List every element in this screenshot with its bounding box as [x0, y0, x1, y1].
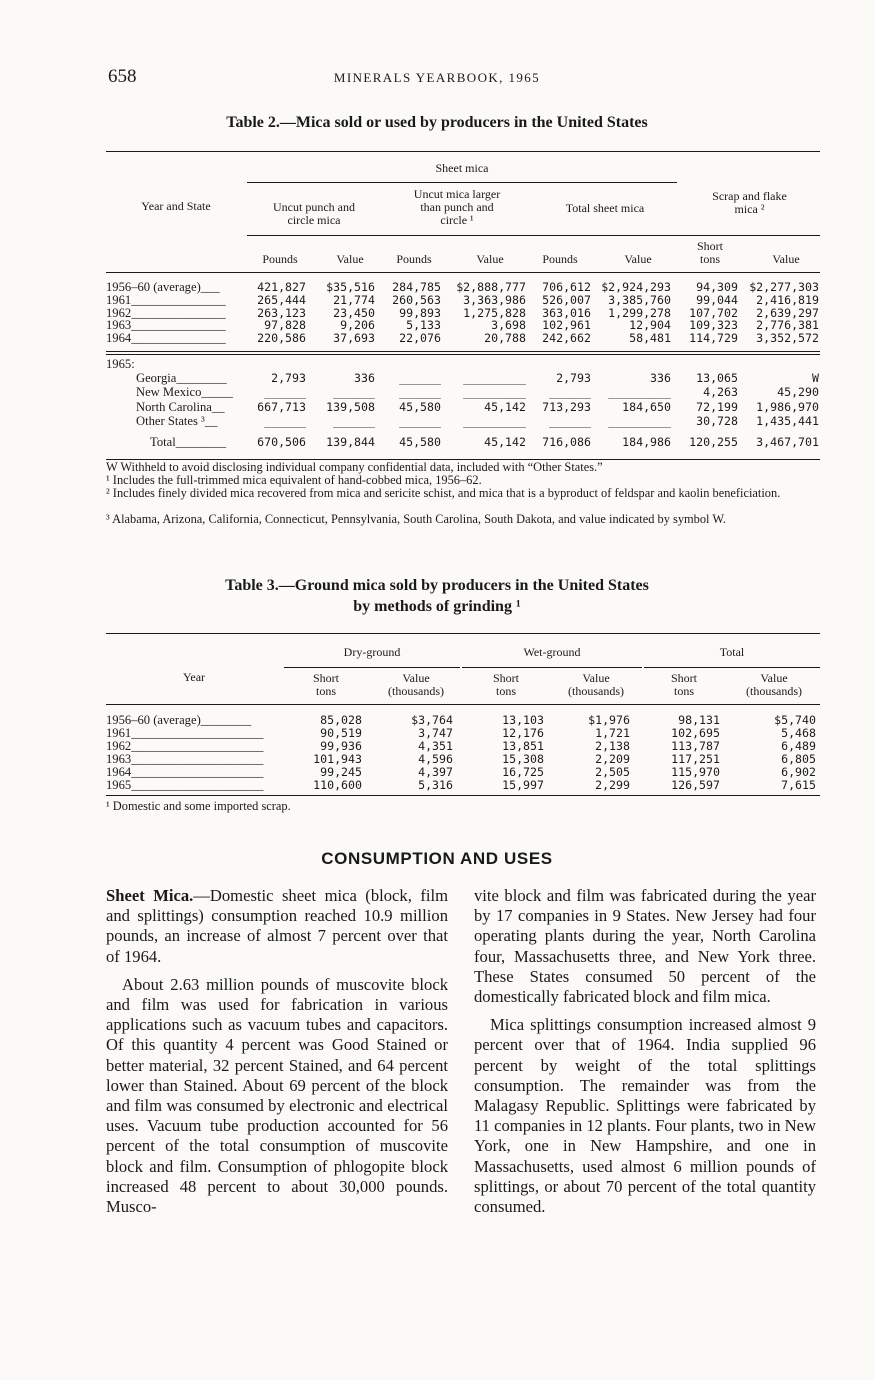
uncut-larger-pounds-cell: ______ — [399, 371, 441, 385]
section-heading: CONSUMPTION AND USES — [321, 849, 553, 868]
wet-value-cell: 1,721 — [595, 725, 630, 740]
table2-sheet-mica-rule — [247, 182, 677, 183]
wet-short-tons-cell: 15,997 — [502, 777, 544, 792]
total-short-tons-cell: 98,131 — [678, 713, 720, 727]
table2-year-1965-label: 1965: — [106, 357, 135, 371]
year-cell: 1964_______________ — [106, 332, 226, 346]
scrap-short-tons-cell: 4,263 — [703, 385, 738, 400]
year-cell: 1961_______________ — [106, 293, 226, 307]
dry-value-cell: 3,747 — [418, 725, 453, 740]
uncut-punch-pounds-cell: 97,828 — [264, 318, 306, 333]
table3-h-wet-tons: Short tons — [492, 671, 519, 698]
table2-note-w: W Withheld to avoid disclosing individual company confidential data, included with “Other States.” — [106, 460, 603, 474]
uncut-larger-value-cell: 20,788 — [484, 331, 526, 346]
right-paragraph-1: vite block and film was fabricated during the year by 17 companies in 9 States. New Jersey had four operating plants during the year, North Carolina four, Massachusetts three, and New York three. These States consumed 50 percent of the domestically fabricated block and film mica. — [474, 886, 816, 1007]
total-sheet-pounds-cell: 102,961 — [542, 318, 591, 333]
table-row — [0, 740, 874, 753]
state-cell: Other States ³__ — [136, 415, 218, 429]
table3-h-wet-value: Value (thousands) — [568, 671, 624, 698]
uncut-larger-value-cell: _________ — [463, 385, 526, 400]
table2-h-short-tons: Short tons — [696, 239, 723, 266]
wet-value-cell: 2,505 — [595, 764, 630, 779]
scrap-short-tons-cell: 114,729 — [689, 331, 738, 346]
total-sheet-value-cell: 336 — [650, 371, 671, 385]
year-cell: 1956–60 (average)___ — [106, 281, 220, 294]
total-sheet-pounds-cell: 242,662 — [542, 331, 591, 346]
table-row — [0, 727, 874, 740]
uncut-larger-pounds-cell: 260,563 — [392, 292, 441, 307]
year-cell: 1962_______________ — [106, 306, 226, 320]
table-row — [0, 372, 874, 385]
table3-total-header: Total — [719, 645, 745, 659]
year-cell: 1965_____________________ — [106, 778, 264, 792]
total-value-cell: 5,468 — [781, 725, 816, 740]
total-sheet-pounds-cell: 2,793 — [556, 371, 591, 385]
table2-total-row — [0, 436, 874, 449]
table-row — [0, 766, 874, 779]
scrap-short-tons-cell: 30,728 — [696, 414, 738, 429]
year-cell: 1963_____________________ — [106, 752, 264, 766]
total-value-cell: 6,902 — [781, 764, 816, 779]
scrap-value-cell: 3,467,701 — [756, 435, 819, 449]
uncut-punch-pounds-cell: 421,827 — [257, 280, 306, 294]
scrap-value-cell: 1,986,970 — [756, 399, 819, 414]
total-sheet-value-cell: 184,650 — [622, 399, 671, 414]
table2-subheader-rule — [247, 235, 820, 236]
table3-h-dry-tons: Short tons — [312, 671, 339, 698]
uncut-punch-value-cell: ______ — [333, 385, 375, 400]
state-cell: Georgia________ — [136, 372, 227, 385]
table2-title: Table 2.—Mica sold or used by producers in the United States — [226, 114, 648, 131]
table3-note: ¹ Domestic and some imported scrap. — [106, 799, 291, 813]
wet-value-cell: 2,209 — [595, 751, 630, 766]
dry-short-tons-cell: 110,600 — [313, 777, 362, 792]
page-number: 658 — [108, 66, 137, 87]
left-paragraph-2: About 2.63 million pounds of muscovite block and film was used for fabrication in various applications such as vacuum tubes and capacitors. Of this quantity 4 percent was Good Stained or better material, 32 percent Stained, and 64 percent lower than Stained. About 69 percent of the block and film was consumed by electronic and electrical uses. Vacuum tube production accounted for 56 percent of the total consumption of muscovite block and film. Consumption of phlogopite block increased 48 percent to about 30,000 pounds. Musco- — [106, 974, 448, 1217]
total-short-tons-cell: 113,787 — [671, 738, 720, 753]
uncut-larger-value-cell: _________ — [463, 371, 526, 385]
dry-short-tons-cell: 85,028 — [320, 713, 362, 727]
left-column — [106, 886, 448, 1225]
table2-h-pounds-3: Pounds — [542, 252, 578, 266]
table2-h-value-1: Value — [336, 252, 364, 266]
year-cell: 1964_____________________ — [106, 765, 264, 779]
dry-short-tons-cell: 90,519 — [320, 725, 362, 740]
table-row — [0, 332, 874, 345]
total-value-cell: 7,615 — [781, 777, 816, 792]
uncut-larger-pounds-cell: ______ — [399, 414, 441, 429]
table2-uncut-larger-header: Uncut mica larger than punch and circle ¹ — [413, 187, 501, 227]
total-value-cell: 6,805 — [781, 751, 816, 766]
table2-sheet-mica-header: Sheet mica — [435, 161, 489, 175]
total-value-cell: 6,489 — [781, 738, 816, 753]
total-short-tons-cell: 115,970 — [671, 764, 720, 779]
table3-top-rule — [106, 633, 820, 634]
uncut-larger-value-cell: 3,363,986 — [463, 292, 526, 307]
table3-header-bottom-rule — [106, 704, 820, 705]
uncut-punch-value-cell: 21,774 — [333, 292, 375, 307]
state-cell: New Mexico_____ — [136, 386, 233, 400]
table-row — [0, 415, 874, 428]
total-sheet-value-cell: 1,299,278 — [608, 305, 671, 320]
table2-mid-rule-a — [106, 351, 820, 352]
uncut-punch-pounds-cell: ______ — [264, 385, 306, 400]
uncut-punch-value-cell: 139,844 — [326, 435, 375, 449]
scrap-value-cell: 45,290 — [777, 385, 819, 400]
table2-h-pounds-2: Pounds — [396, 252, 432, 266]
scrap-short-tons-cell: 94,309 — [696, 280, 738, 294]
wet-value-cell: 2,138 — [595, 738, 630, 753]
scrap-value-cell: 3,352,572 — [756, 331, 819, 346]
left-paragraph-1: Sheet Mica.—Domestic sheet mica (block, film and splittings) consumption reached 10.9 million pounds, an increase of almost 7 percent over that of 1964. — [106, 886, 448, 966]
total-sheet-pounds-cell: 363,016 — [542, 305, 591, 320]
table2-mid-rule-b — [106, 354, 820, 355]
table3-h-total-tons: Short tons — [670, 671, 697, 698]
uncut-punch-pounds-cell: 667,713 — [257, 399, 306, 414]
right-column — [474, 886, 816, 1225]
scrap-value-cell: $2,277,303 — [749, 280, 819, 294]
table3-wet-header: Wet-ground — [523, 645, 581, 659]
table3-h-total-value: Value (thousands) — [746, 671, 802, 698]
uncut-punch-value-cell: 336 — [354, 371, 375, 385]
table3-dry-rule — [284, 667, 460, 668]
total-sheet-pounds-cell: ______ — [549, 414, 591, 429]
table2-uncut-punch-header: Uncut punch and circle mica — [273, 200, 355, 227]
table3-wet-rule — [462, 667, 642, 668]
uncut-punch-value-cell: $35,516 — [326, 280, 375, 294]
table2-note-1: ¹ Includes the full-trimmed mica equivalent of hand-cobbed mica, 1956–62. — [106, 473, 482, 487]
uncut-punch-pounds-cell: ______ — [264, 414, 306, 429]
total-sheet-value-cell: _________ — [608, 385, 671, 400]
wet-short-tons-cell: 16,725 — [502, 764, 544, 779]
table-row — [0, 753, 874, 766]
uncut-punch-pounds-cell: 263,123 — [257, 305, 306, 320]
uncut-punch-value-cell: 139,508 — [326, 399, 375, 414]
table2-h-value-2: Value — [476, 252, 504, 266]
year-cell: 1956–60 (average)________ — [106, 714, 252, 727]
table3-title-line2: by methods of grinding ¹ — [353, 598, 521, 615]
table3-title-line1: Table 3.—Ground mica sold by producers in the United States — [225, 577, 649, 594]
year-cell: 1963_______________ — [106, 319, 226, 333]
uncut-larger-value-cell: 1,275,828 — [463, 305, 526, 320]
total-sheet-value-cell: 3,385,760 — [608, 292, 671, 307]
sheet-mica-runin: Sheet Mica. — [106, 886, 194, 905]
running-head: MINERALS YEARBOOK, 1965 — [333, 70, 541, 85]
wet-short-tons-cell: 12,176 — [502, 725, 544, 740]
uncut-punch-value-cell: ______ — [333, 414, 375, 429]
uncut-punch-pounds-cell: 670,506 — [257, 435, 306, 449]
table2-note-2: ² Includes finely divided mica recovered from mica and sericite schist, and mica that is a byproduct of feldspar and kaolin beneficiation. — [106, 486, 781, 500]
table2-stub-header: Year and State — [141, 199, 211, 213]
total-sheet-value-cell: _________ — [608, 414, 671, 429]
uncut-larger-pounds-cell: ______ — [399, 385, 441, 400]
table2-scrap-flake-header: Scrap and flake mica ² — [712, 189, 787, 216]
table-row — [0, 401, 874, 414]
total-sheet-pounds-cell: 716,086 — [542, 435, 591, 449]
total-sheet-pounds-cell: 713,293 — [542, 399, 591, 414]
uncut-punch-value-cell: 9,206 — [340, 318, 375, 333]
uncut-larger-value-cell: 45,142 — [484, 399, 526, 414]
scrap-value-cell: 2,416,819 — [756, 292, 819, 307]
table2-note-3: ³ Alabama, Arizona, California, Connecticut, Pennsylvania, South Carolina, South Dakota, and value indicated by symbol W. — [106, 512, 727, 526]
table-row — [0, 386, 874, 399]
total-label-cell: Total________ — [150, 436, 227, 449]
uncut-larger-pounds-cell: 5,133 — [406, 318, 441, 333]
table3-stub-header: Year — [182, 670, 206, 684]
dry-value-cell: 4,351 — [418, 738, 453, 753]
uncut-larger-value-cell: 45,142 — [484, 435, 526, 449]
dry-short-tons-cell: 99,936 — [320, 738, 362, 753]
dry-value-cell: 4,397 — [418, 764, 453, 779]
wet-value-cell: 2,299 — [595, 777, 630, 792]
scrap-short-tons-cell: 13,065 — [696, 371, 738, 385]
uncut-larger-pounds-cell: 99,893 — [399, 305, 441, 320]
uncut-punch-pounds-cell: 220,586 — [257, 331, 306, 346]
total-sheet-value-cell: 12,904 — [629, 318, 671, 333]
year-cell: 1961_____________________ — [106, 726, 264, 740]
year-cell: 1962_____________________ — [106, 739, 264, 753]
uncut-punch-pounds-cell: 2,793 — [271, 371, 306, 385]
dry-value-cell: 5,316 — [418, 777, 453, 792]
dry-value-cell: $3,764 — [411, 713, 453, 727]
dry-short-tons-cell: 101,943 — [313, 751, 362, 766]
table2-top-rule — [106, 151, 820, 152]
table2-total-sheet-header: Total sheet mica — [565, 201, 645, 215]
scrap-short-tons-cell: 120,255 — [689, 435, 738, 449]
table2-h-value-3: Value — [624, 252, 652, 266]
table3-h-dry-value: Value (thousands) — [388, 671, 444, 698]
total-sheet-pounds-cell: 706,612 — [542, 280, 591, 294]
uncut-larger-value-cell: $2,888,777 — [456, 280, 526, 294]
table3-bottom-rule — [106, 795, 820, 796]
table3-total-rule — [644, 667, 820, 668]
dry-value-cell: 4,596 — [418, 751, 453, 766]
table-row — [0, 294, 874, 307]
uncut-larger-pounds-cell: 45,580 — [399, 435, 441, 449]
total-value-cell: $5,740 — [774, 713, 816, 727]
state-cell: North Carolina__ — [136, 400, 225, 414]
scrap-short-tons-cell: 72,199 — [696, 399, 738, 414]
right-paragraph-2: Mica splittings consumption increased almost 9 percent over that of 1964. India supplied 96 percent by weight of the total splittings consumption. The remainder was from the Malagasy Republic. Splittings were fabricated by 11 companies in 12 plants. Four plants, two in New York, one in New Hampshire, and one in Massachusetts, used almost 6 million pounds of splittings, or about 70 percent of the total quantity consumed. — [474, 1015, 816, 1217]
uncut-larger-pounds-cell: 284,785 — [392, 280, 441, 294]
wet-short-tons-cell: 15,308 — [502, 751, 544, 766]
scrap-value-cell: W — [812, 371, 819, 385]
wet-short-tons-cell: 13,851 — [502, 738, 544, 753]
total-sheet-pounds-cell: ______ — [549, 385, 591, 400]
table-row — [0, 779, 874, 792]
total-short-tons-cell: 117,251 — [671, 751, 720, 766]
uncut-punch-pounds-cell: 265,444 — [257, 292, 306, 307]
total-short-tons-cell: 102,695 — [671, 725, 720, 740]
scrap-value-cell: 1,435,441 — [756, 414, 819, 429]
scrap-value-cell: 2,639,297 — [756, 305, 819, 320]
scrap-short-tons-cell: 109,323 — [689, 318, 738, 333]
uncut-larger-value-cell: _________ — [463, 414, 526, 429]
total-sheet-value-cell: 58,481 — [629, 331, 671, 346]
uncut-larger-pounds-cell: 45,580 — [399, 399, 441, 414]
table3-dry-header: Dry-ground — [343, 645, 401, 659]
uncut-larger-pounds-cell: 22,076 — [399, 331, 441, 346]
total-sheet-value-cell: 184,986 — [622, 435, 671, 449]
wet-value-cell: $1,976 — [588, 713, 630, 727]
uncut-larger-value-cell: 3,698 — [491, 318, 526, 333]
uncut-punch-value-cell: 37,693 — [333, 331, 375, 346]
total-sheet-value-cell: $2,924,293 — [601, 280, 671, 294]
table2-header-bottom-rule — [106, 272, 820, 273]
scrap-short-tons-cell: 107,702 — [689, 305, 738, 320]
scrap-value-cell: 2,776,381 — [756, 318, 819, 333]
table2-h-pounds-1: Pounds — [262, 252, 298, 266]
wet-short-tons-cell: 13,103 — [502, 713, 544, 727]
dry-short-tons-cell: 99,245 — [320, 764, 362, 779]
uncut-punch-value-cell: 23,450 — [333, 305, 375, 320]
total-sheet-pounds-cell: 526,007 — [542, 292, 591, 307]
table2-h-value-4: Value — [772, 252, 800, 266]
scrap-short-tons-cell: 99,044 — [696, 292, 738, 307]
total-short-tons-cell: 126,597 — [671, 777, 720, 792]
